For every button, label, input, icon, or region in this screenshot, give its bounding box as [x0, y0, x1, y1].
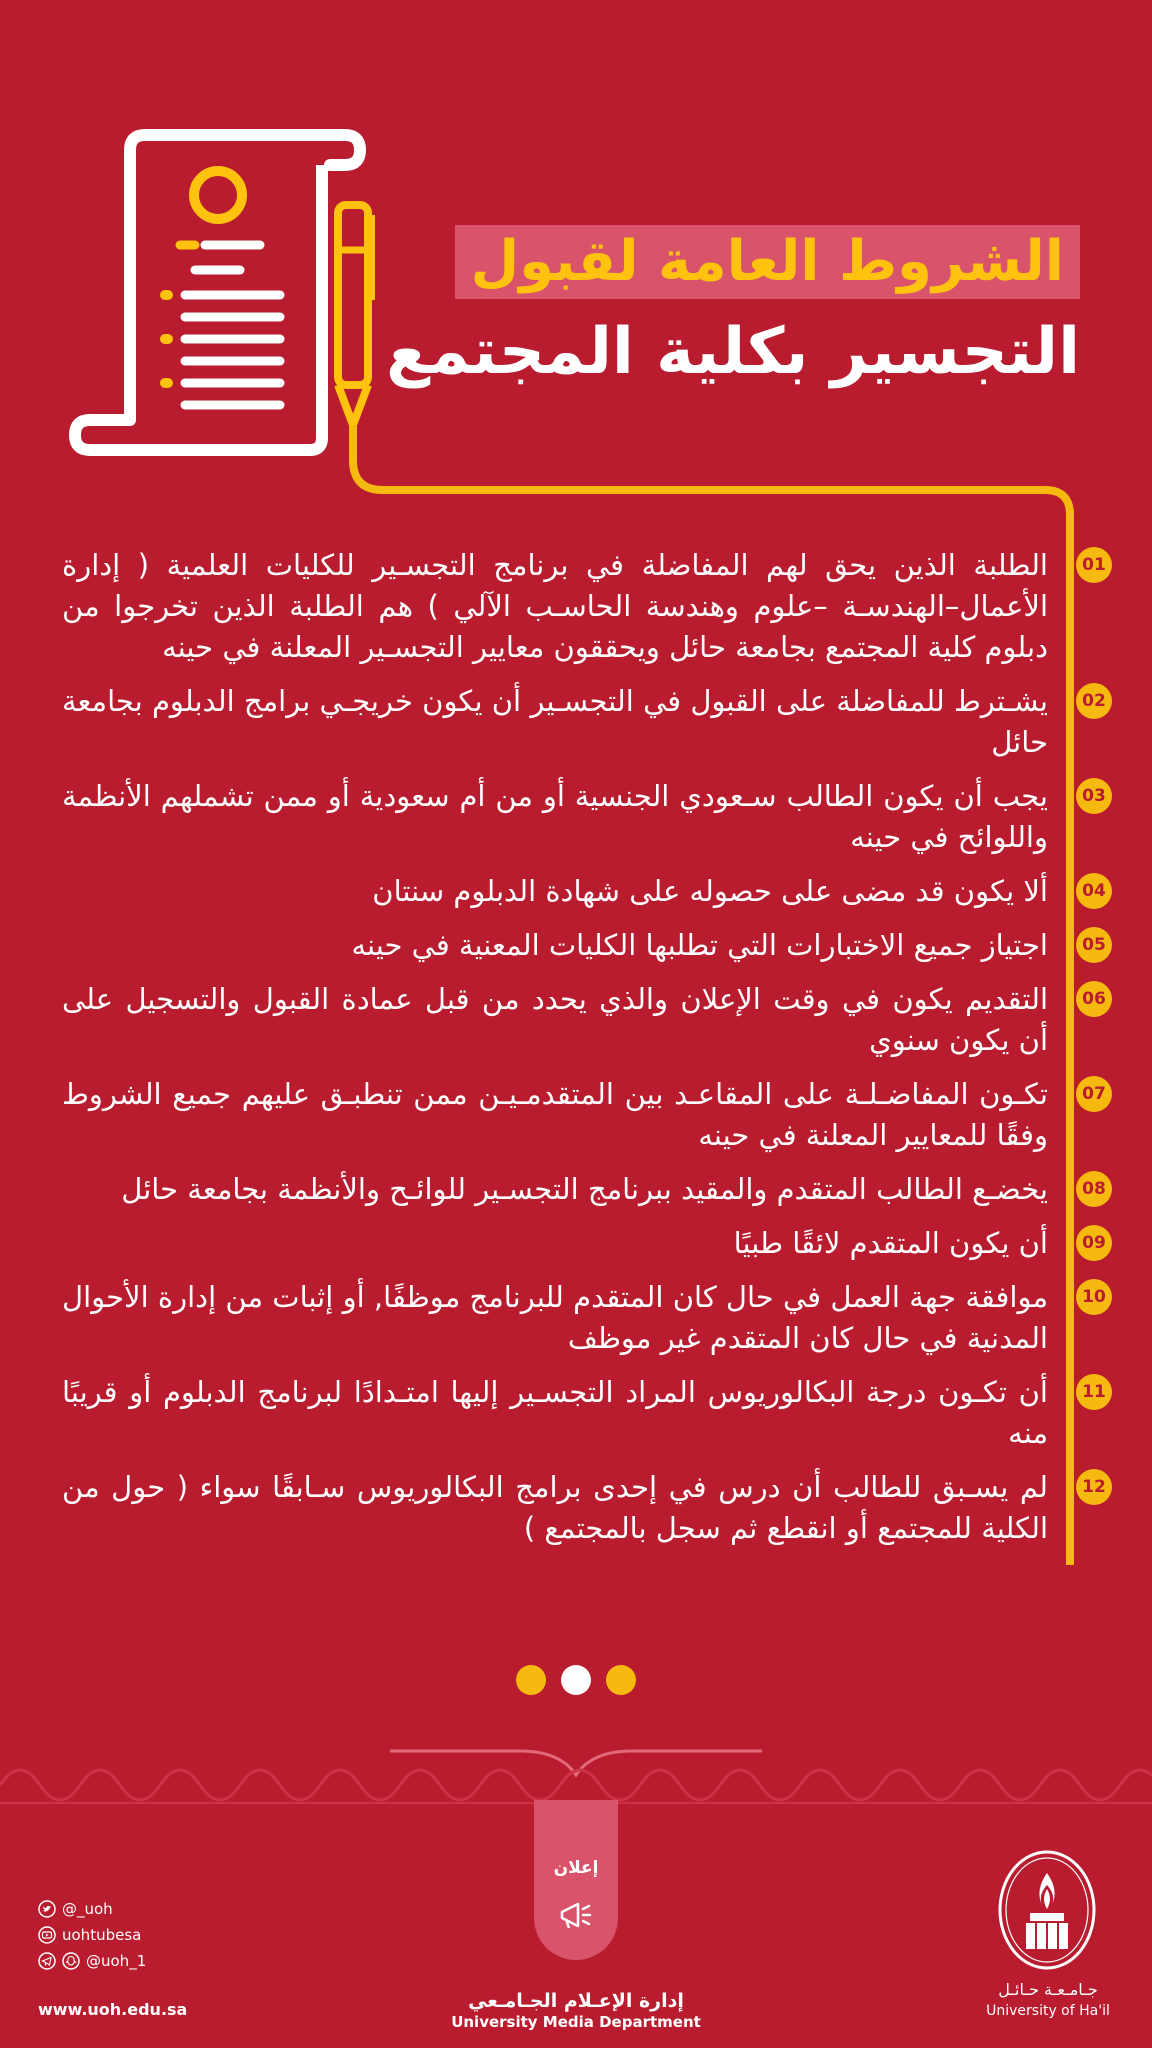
youtube-icon	[38, 1926, 56, 1944]
condition-text: الطلبة الذين يحق لهم المفاضلة في برنامج التجسـير للكليات العلمية ( إدارة الأعمال–الهندسـة –علوم وهندسة الحاسـب الآلي ) هم الطلبة الذين تخرجوا من دبلوم كلية المجتمع بجامعة حائل ويحققون معايير التجسـير المعلنة في حينه	[62, 548, 1048, 664]
condition-number: 08	[1076, 1171, 1112, 1207]
condition-number: 11	[1076, 1374, 1112, 1410]
title-line-1: الشروط العامة لقبول	[455, 225, 1080, 299]
condition-item	[62, 545, 1112, 668]
condition-text: يشـترط للمفاضلة على القبول في التجسـير أن يكون خريجـي برامج الدبلوم بجامعة حائل	[62, 684, 1048, 759]
condition-text: أن تكـون درجة البكالوريوس المراد التجسـير إليها امتـدادًا لبرنامج الدبلوم أو قريبًا منه	[62, 1375, 1048, 1450]
pagination-dots	[0, 1665, 1152, 1699]
condition-text: يجب أن يكون الطالب سـعودي الجنسية أو من أم سعودية أو ممن تشملهم الأنظمة واللوائح في حينه	[62, 779, 1048, 854]
telegram-icon	[38, 1952, 56, 1970]
condition-item	[62, 1467, 1112, 1549]
condition-number: 09	[1076, 1225, 1112, 1261]
condition-text: اجتياز جميع الاختبارات التي تطلبها الكليات المعنية في حينه	[351, 928, 1048, 962]
condition-number: 06	[1076, 981, 1112, 1017]
condition-number: 12	[1076, 1469, 1112, 1505]
university-name-ar: جـامـعـة حـائـل	[998, 1980, 1098, 1999]
dot	[606, 1665, 636, 1695]
twitter-icon	[38, 1900, 56, 1918]
youtube-link[interactable]	[38, 1922, 146, 1948]
ornament-band	[0, 1735, 1152, 1805]
condition-item	[62, 1372, 1112, 1454]
condition-number: 02	[1076, 683, 1112, 719]
twitter-link[interactable]	[38, 1896, 146, 1922]
condition-number: 10	[1076, 1279, 1112, 1315]
youtube-handle: uohtubesa	[62, 1926, 142, 1944]
condition-item	[62, 681, 1112, 763]
twitter-handle: @_uoh	[62, 1900, 113, 1918]
condition-number: 01	[1076, 547, 1112, 583]
condition-text: لم يسـبق للطالب أن درس في إحدى برامج البكالوريوس سـابقًا سواء ( حول من الكلية للمجتمع أو انقطع ثم سجل بالمجتمع )	[62, 1470, 1048, 1545]
title-line-2: التجسير بكلية المجتمع	[386, 315, 1080, 389]
condition-number: 07	[1076, 1076, 1112, 1112]
telegram-snapchat-handle: @uoh_1	[86, 1952, 147, 1970]
university-name-en: University of Ha'il	[986, 2003, 1110, 2019]
scroll-document-icon	[60, 120, 400, 460]
condition-item	[62, 1223, 1112, 1264]
condition-text: التقديم يكون في وقت الإعلان والذي يحدد من قبل عمادة القبول والتسجيل على أن يكون سنوي	[62, 982, 1048, 1057]
announcement-tab	[534, 1800, 618, 1960]
condition-item	[62, 1277, 1112, 1359]
department-name-en: University Media Department	[451, 2013, 701, 2031]
condition-number: 03	[1076, 778, 1112, 814]
dot-active	[561, 1665, 591, 1695]
condition-item	[62, 776, 1112, 858]
dot	[516, 1665, 546, 1695]
condition-text: يخضـع الطالب المتقدم والمقيد ببرنامج التجسـير للوائـح والأنظمة بجامعة حائل	[121, 1172, 1048, 1206]
university-logo	[992, 1845, 1102, 1975]
conditions-list	[62, 545, 1112, 1562]
condition-item	[62, 1169, 1112, 1210]
condition-text: موافقة جهة العمل في حال كان المتقدم للبرنامج موظفًا, أو إثبات من إدارة الأحوال المدنية في حال كان المتقدم غير موظف	[62, 1280, 1048, 1355]
condition-text: ألا يكون قد مضى على حصوله على شهادة الدبلوم سنتان	[372, 874, 1048, 908]
condition-number: 04	[1076, 873, 1112, 909]
condition-item	[62, 1074, 1112, 1156]
telegram-snapchat-link[interactable]	[38, 1948, 146, 1974]
condition-text: تكـون المفاضـلـة على المقاعـد بين المتقدمـيـن ممن تنطبـق عليهم جميع الشروط وفقًا للمعايير المعلنة في حينه	[62, 1077, 1048, 1152]
condition-number: 05	[1076, 927, 1112, 963]
announcement-label: إعلان	[553, 1858, 599, 1878]
condition-item	[62, 979, 1112, 1061]
department-name-ar: إدارة الإعـلام الجـامـعي	[468, 1990, 684, 2012]
condition-item	[62, 925, 1112, 966]
social-links	[38, 1896, 146, 1974]
title-block	[360, 225, 1080, 395]
website-link[interactable]: www.uoh.edu.sa	[38, 2000, 188, 2019]
condition-item	[62, 871, 1112, 912]
megaphone-icon	[558, 1900, 594, 1932]
condition-text: أن يكون المتقدم لائقًا طبيًا	[733, 1226, 1048, 1260]
snapchat-icon	[62, 1952, 80, 1970]
